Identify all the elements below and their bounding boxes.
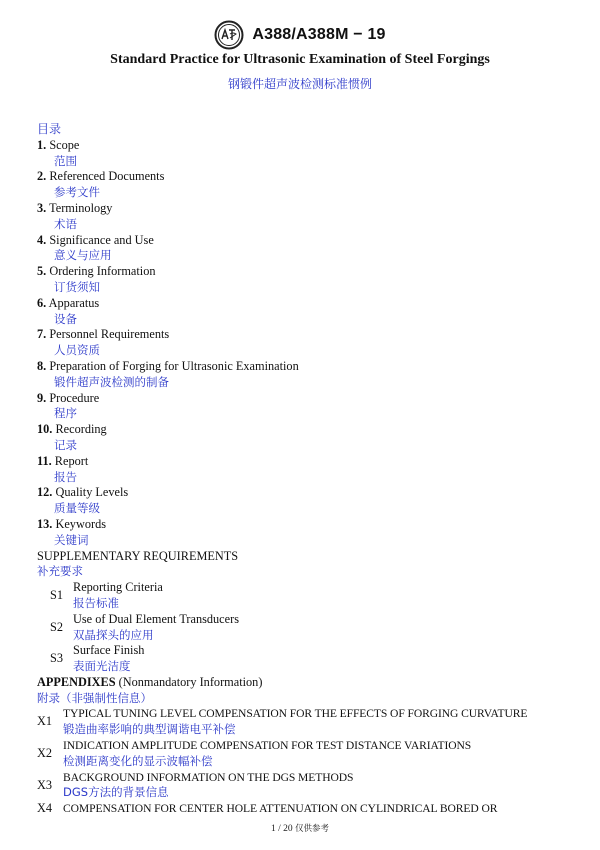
appendix-item-title: TYPICAL TUNING LEVEL COMPENSATION FOR THE EFFECTS OF FORGING CURVATURE [63,707,528,721]
supplementary-item-text [73,612,239,644]
appendix-item-text [63,770,353,802]
supplementary-heading: SUPPLEMENTARY REQUIREMENTS [37,548,239,563]
appendix-item-title: INDICATION AMPLITUDE COMPENSATION FOR TEST DISTANCE VARIATIONS [63,739,472,753]
supplementary-item[interactable] [50,612,577,644]
document-designation: A388/A388M − 19 [252,26,386,43]
page-title: Standard Practice for Ultrasonic Examination of Steel Forgings [110,52,490,67]
toc-entry[interactable] [37,422,577,438]
supplementary-item-label: S1 [50,588,63,602]
page-footer [0,822,600,834]
supplementary-heading-chinese: 补充要求 [37,564,83,579]
toc-entry-title-chinese[interactable]: 术语 [54,216,77,231]
toc-entry[interactable] [37,296,577,312]
toc-entry-number: 6. [37,295,47,310]
toc-entry-title: Preparation of Forging for Ultrasonic Examination [49,358,299,373]
toc-heading: 目录 [37,122,62,136]
appendix-item-text [63,738,471,770]
supplementary-list [37,580,577,675]
toc-entry-number: 10. [37,422,53,437]
appendix-item-title: COMPENSATION FOR CENTER HOLE ATTENUATION ON CYLINDRICAL BORED OR [63,802,498,816]
supplementary-item-title-chinese[interactable]: 双晶探头的应用 [73,627,154,642]
appendix-item[interactable] [37,770,577,802]
appendixes-heading-chinese: 附录（非强制性信息） [37,690,152,705]
supplementary-item[interactable] [50,643,577,675]
toc-entry-title: Recording [55,422,107,437]
toc-entry[interactable] [37,264,577,280]
supplementary-item-label: S2 [50,619,63,634]
appendix-item[interactable] [37,801,577,817]
toc-entry-title-chinese[interactable]: 订货须知 [54,279,100,294]
toc-entry-title-chinese[interactable]: 质量等级 [54,501,100,516]
toc-entry[interactable] [37,169,577,185]
toc-entry-title-chinese[interactable]: 意义与应用 [54,248,112,263]
appendix-item-title-chinese[interactable]: DGS方法的背景信息 [63,785,169,800]
toc-entry-number: 11. [37,453,52,468]
toc-entry[interactable] [37,327,577,343]
toc-entry-title: Quality Levels [55,485,129,500]
appendix-list [37,706,577,817]
toc-entry-number: 12. [37,485,53,500]
toc-entry[interactable] [37,485,577,501]
appendix-item-title: BACKGROUND INFORMATION ON THE DGS METHODS [63,770,354,784]
toc-entry-number: 2. [37,169,47,184]
toc-entry[interactable] [37,454,577,470]
section-list [37,138,577,549]
toc-entry[interactable] [37,391,577,407]
supplementary-item-title-chinese[interactable]: 表面光洁度 [73,659,131,674]
toc-entry-number: 5. [37,264,47,279]
toc-entry-number: 13. [37,516,53,531]
page-title-chinese: 钢锻件超声波检测标准惯例 [227,77,372,91]
supplementary-item-title: Surface Finish [73,643,145,658]
toc-entry-title-chinese[interactable]: 程序 [54,406,77,421]
appendix-item-label: X3 [37,777,53,792]
footer-note: 仅供参考 [295,824,330,834]
appendixes-heading-note: (Nonmandatory Information) [115,674,263,689]
toc-entry-title-chinese[interactable]: 设备 [54,311,77,326]
astm-logo-icon [214,20,244,50]
toc-entry-number: 3. [37,200,47,215]
supplementary-item-label: S3 [50,651,63,666]
table-of-contents [37,122,577,817]
appendix-item-label: X4 [37,801,53,816]
appendix-item[interactable] [37,706,577,738]
toc-entry-title: Report [54,453,89,468]
supplementary-item-title-chinese[interactable]: 报告标准 [73,595,119,610]
page-number: 1 / 20 [270,824,293,834]
toc-entry-title: Significance and Use [49,232,154,247]
toc-entry-title: Terminology [49,200,113,215]
toc-entry-title: Apparatus [48,295,100,310]
toc-entry-number: 4. [37,232,47,247]
appendix-item-title-chinese[interactable]: 检测距离变化的显示波幅补偿 [63,753,213,768]
toc-entry[interactable] [37,201,577,217]
appendixes-heading-bold: APPENDIXES [37,674,116,689]
toc-entry-title-chinese[interactable]: 参考文件 [54,185,100,200]
toc-entry-title-chinese[interactable]: 锻件超声波检测的制备 [54,374,169,389]
toc-entry-title-chinese[interactable]: 报告 [54,469,77,484]
appendix-item-text [63,706,527,738]
toc-entry-number: 8. [37,358,47,373]
supplementary-item-title: Use of Dual Element Transducers [73,611,239,626]
toc-entry-title: Personnel Requirements [49,327,170,342]
toc-entry[interactable] [37,233,577,249]
supplementary-item-text [73,643,144,675]
toc-entry-title-chinese[interactable]: 关键词 [54,532,89,547]
toc-entry-title: Referenced Documents [49,169,165,184]
appendixes-heading [37,675,577,691]
toc-entry-title-chinese[interactable]: 记录 [54,437,77,452]
appendix-item-label: X1 [37,714,53,729]
toc-entry-number: 9. [37,390,47,405]
toc-entry-title: Ordering Information [49,264,156,279]
supplementary-item-text [73,580,163,612]
supplementary-item-title: Reporting Criteria [73,580,163,595]
toc-entry-number: 1. [37,137,47,152]
appendix-item[interactable] [37,738,577,770]
toc-entry-title: Keywords [55,516,106,531]
appendix-item-text [63,801,497,817]
supplementary-item[interactable] [50,580,577,612]
toc-entry-title: Procedure [49,390,100,405]
toc-entry-title-chinese[interactable]: 人员资质 [54,343,100,358]
toc-entry-title: Scope [49,137,80,152]
appendix-item-title-chinese[interactable]: 锻造曲率影响的典型调谐电平补偿 [63,722,236,737]
toc-entry-number: 7. [37,327,47,342]
toc-entry[interactable] [37,517,577,533]
toc-entry[interactable] [37,138,577,154]
toc-entry[interactable] [37,359,577,375]
document-header [0,18,600,52]
appendix-item-label: X2 [37,745,53,760]
toc-entry-title-chinese[interactable]: 范围 [54,153,77,168]
